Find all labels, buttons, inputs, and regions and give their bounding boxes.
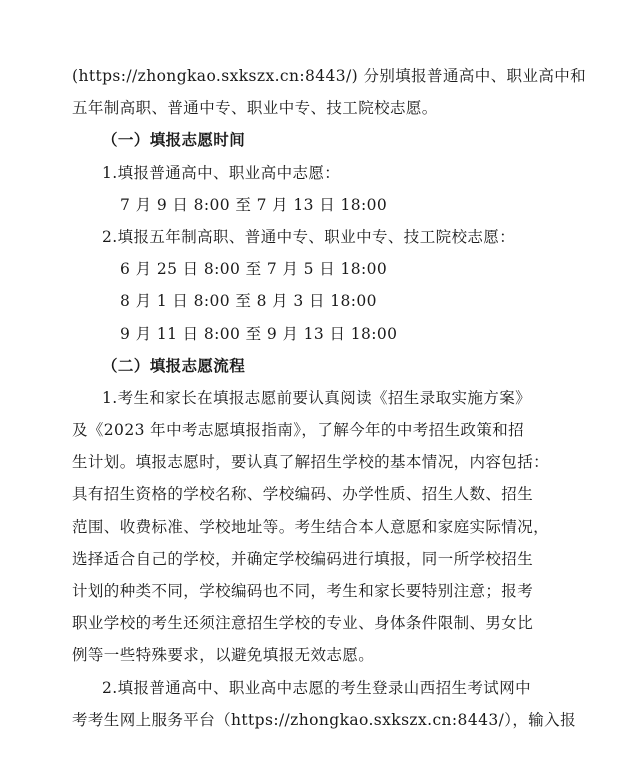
text-line: 范围、收费标准、学校地址等。考生结合本人意愿和家庭实际情况，	[72, 517, 550, 536]
text-line: 五年制高职、普通中专、职业中专、技工院校志愿。	[72, 99, 438, 118]
text-line: 具有招生资格的学校名称、学校编码、办学性质、招生人数、招生	[72, 485, 534, 504]
text-line: 1.填报普通高中、职业高中志愿：	[102, 163, 341, 182]
text-line: 1.考生和家长在填报志愿前要认真阅读《招生录取实施方案》	[102, 388, 531, 407]
text-line: 生计划。填报志愿时，要认真了解招生学校的基本情况，内容包括：	[72, 453, 550, 472]
text-line: 计划的种类不同，学校编码也不同，考生和家长要特别注意；报考	[72, 582, 534, 600]
text-line: (https://zhongkao.sxkszx.cn:8443/) 分别填报普通高中、职业高中和	[72, 67, 587, 85]
text-line: 选择适合自己的学校，并确定学校编码进行填报，同一所学校招生	[72, 549, 534, 568]
text-line: 及《2023 年中考志愿填报指南》，了解今年的中考招生政策和招	[72, 421, 525, 440]
date-line: 7 月 9 日 8:00 至 7 月 13 日 18:00	[120, 195, 388, 214]
text-line: 2.填报五年制高职、普通中专、职业中专、技工院校志愿：	[102, 227, 516, 246]
text-line: 职业学校的考生还须注意招生学校的专业、身体条件限制、男女比	[72, 614, 534, 633]
date-line: 9 月 11 日 8:00 至 9 月 13 日 18:00	[120, 324, 398, 343]
date-line: 6 月 25 日 8:00 至 7 月 5 日 18:00	[120, 260, 388, 279]
section-heading: （二）填报志愿流程	[102, 355, 246, 375]
text-line: 2.填报普通高中、职业高中志愿的考生登录山西招生考试网中	[102, 678, 531, 697]
section-heading: （一）填报志愿时间	[102, 130, 246, 150]
text-line: 例等一些特殊要求，以避免填报无效志愿。	[72, 646, 375, 665]
date-line: 8 月 1 日 8:00 至 8 月 3 日 18:00	[120, 292, 377, 311]
text-line: 考考生网上服务平台（https://zhongkao.sxkszx.cn:8443/），输入报	[72, 710, 576, 729]
